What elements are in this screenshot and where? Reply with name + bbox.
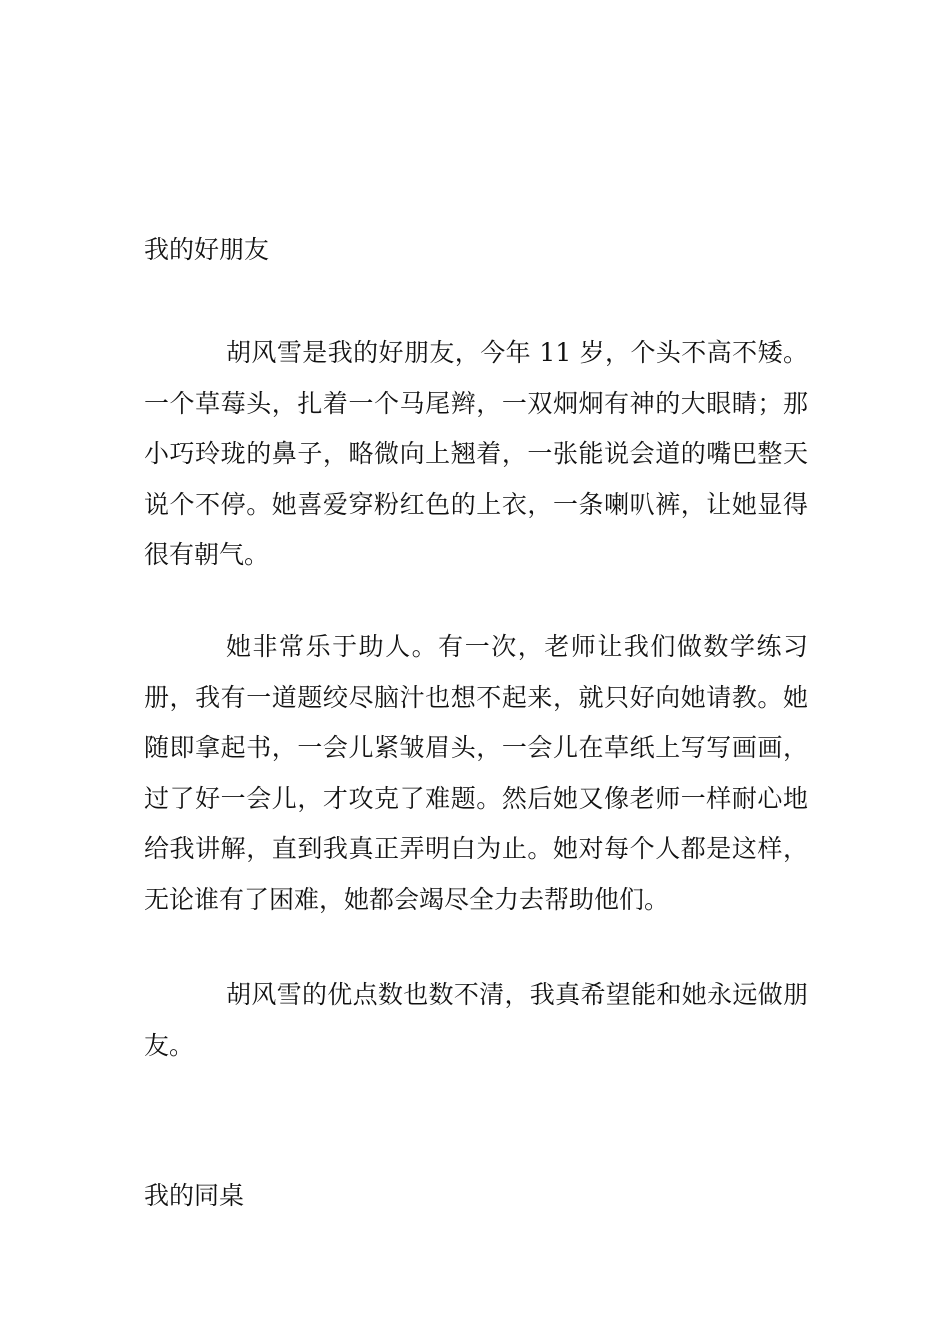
essay-paragraph: 胡风雪是我的好朋友，今年 11 岁，个头不高不矮。一个草莓头，扎着一个马尾辫，一双炯炯有神的大眼睛；那小巧玲珑的鼻子，略微向上翘着，一张能说会道的嘴巴整天说个不停。她喜爱穿粉红色的上衣，一条喇叭裤，让她显得很有朝气。	[144, 338, 808, 569]
essay-title: 我的同桌	[144, 1181, 245, 1210]
essay-title: 我的好朋友	[144, 235, 270, 264]
essay-paragraph: 胡风雪的优点数也数不清，我真希望能和她永远做朋友。	[144, 980, 808, 1060]
essay-paragraph: 她非常乐于助人。有一次，老师让我们做数学练习册，我有一道题绞尽脑汁也想不起来，就只好向她请教。她随即拿起书，一会儿紧皱眉头，一会儿在草纸上写写画画，过了好一会儿，才攻克了难题。然后她又像老师一样耐心地给我讲解，直到我真正弄明白为止。她对每个人都是这样，无论谁有了困难，她都会竭尽全力去帮助他们。	[144, 632, 808, 914]
